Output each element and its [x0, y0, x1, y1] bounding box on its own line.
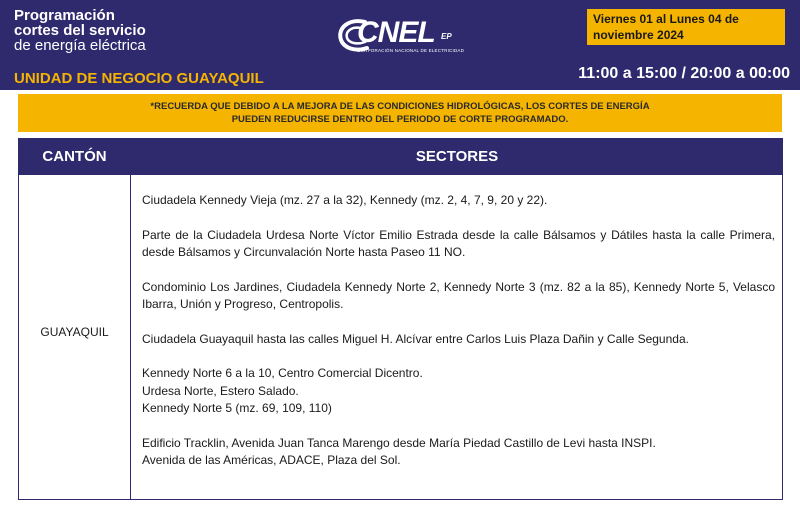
sector-paragraph: Kennedy Norte 5 (mz. 69, 109, 110): [142, 401, 332, 415]
date-range-box: [587, 9, 785, 45]
column-header-sectores: SECTORES: [131, 139, 783, 175]
title-line-3: de energía eléctrica: [14, 37, 146, 54]
header: [0, 0, 800, 90]
warning-banner: [18, 94, 782, 132]
cnel-logo: [335, 14, 485, 58]
sector-paragraph: Kennedy Norte 6 a la 10, Centro Comercial Dicentro.: [142, 366, 423, 380]
outage-times: 11:00 a 15:00 / 20:00 a 00:00: [578, 65, 790, 82]
sector-paragraph: Parte de la Ciudadela Urdesa Norte Víctor Emilio Estrada desde la calle Bálsamos y Dátiles hasta la calle Primera, desde Bálsamos y Circunvalación Norte hasta Paseo 11 NO.: [142, 227, 775, 259]
business-unit-label: UNIDAD DE NEGOCIO GUAYAQUIL: [14, 70, 264, 87]
sector-paragraph: Ciudadela Kennedy Vieja (mz. 27 a la 32), Kennedy (mz. 2, 4, 7, 9, 20 y 22).: [142, 193, 548, 207]
date-line-2: noviembre 2024: [593, 28, 684, 42]
sector-paragraph: Ciudadela Guayaquil hasta las calles Miguel H. Alcívar entre Carlos Luis Plaza Dañin y Calle Segunda.: [142, 331, 689, 346]
column-divider: [130, 139, 131, 499]
warning-line-1: *RECUERDA QUE DEBIDO A LA MEJORA DE LAS CONDICIONES HIDROLÓGICAS, LOS CORTES DE ENERGÍA: [150, 101, 650, 112]
warning-line-2: PUEDEN REDUCIRSE DENTRO DEL PERIODO DE CORTE PROGRAMADO.: [231, 114, 569, 125]
column-header-canton: CANTÓN: [19, 139, 130, 175]
sectors-cell: [142, 192, 775, 470]
logo-wordmark: CNEL: [357, 16, 435, 49]
page-title: [14, 8, 146, 53]
sector-paragraph: Urdesa Norte, Estero Salado.: [142, 383, 299, 398]
logo-ep: EP: [441, 32, 452, 41]
title-line-1: Programación: [14, 7, 115, 24]
sector-paragraph: Condominio Los Jardines, Ciudadela Kennedy Norte 2, Kennedy Norte 3 (mz. 82 a la 85), Kennedy Norte 5, Velasco Ibarra, Unión y Progreso, Centropolis.: [142, 279, 775, 311]
sector-paragraph: Avenida de las Américas, ADACE, Plaza del Sol.: [142, 453, 401, 467]
schedule-table: [18, 138, 783, 500]
logo-subtitle: CORPORACIÓN NACIONAL DE ELECTRICIDAD: [357, 48, 465, 53]
date-line-1: Viernes 01 al Lunes 04 de: [593, 12, 739, 26]
canton-cell: GUAYAQUIL: [40, 325, 109, 339]
title-line-2: cortes del servicio: [14, 22, 146, 39]
sector-paragraph: Edificio Tracklin, Avenida Juan Tanca Marengo desde María Piedad Castillo de Levi hasta INSPI.: [142, 435, 656, 450]
